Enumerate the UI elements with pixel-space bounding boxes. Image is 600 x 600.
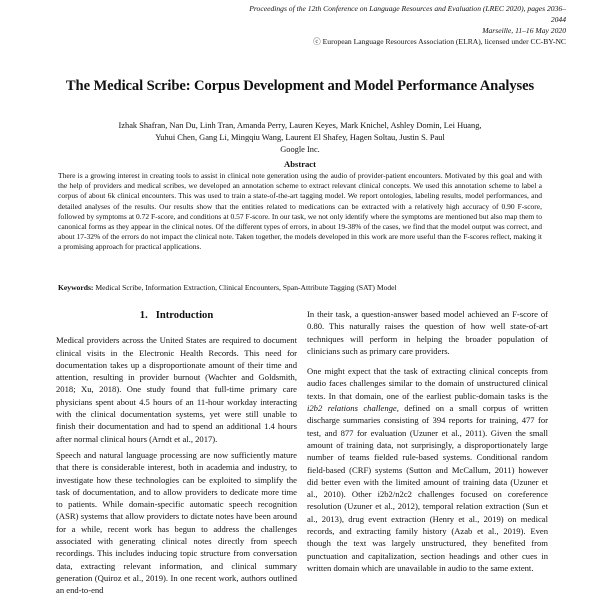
proceedings-header <box>236 3 566 47</box>
license-line: ⓒ European Language Resources Association (ELRA), licensed under CC-BY-NC <box>313 37 566 46</box>
right-paragraph-2 <box>307 365 548 574</box>
authors-line-2: Yuhui Chen, Gang Li, Mingqiu Wang, Laurent El Shafey, Hagen Soltau, Justin S. Paul <box>155 133 445 142</box>
left-column <box>56 310 297 600</box>
intro-paragraph-1: Medical providers across the United States are required to document clinical visits in the Electronic Health Records. This need for documentation takes up a disproportionate amount of their time and attention, resulting in provider burnout (Wachter and Goldsmith, 2018; Xu, 2018). One study found that full-time primary care physicians spent about 4.5 hours of an 11-hour workday interacting with the clinical documentation systems, yet were still unable to finish their documentation and had to spend an additional 1.4 hours after normal clinical hours (Arndt et al., 2017). <box>56 335 297 444</box>
abstract-text: There is a growing interest in creating tools to assist in clinical note generation using the audio of provider-patient encounters. Motivated by this goal and with the help of providers and medical scribes, we developed an annotation scheme to extract relevant clinical concepts. We used this annotation scheme to label a corpus of about 6k clinical encounters. This was used to train a state-of-the-art tagging model. We report ontologies, labeling results, model performances, and detailed analyses of the results. Our results show that the entities related to medications can be extracted with a relatively high accuracy of 0.90 F-score, followed by symptoms at 0.72 F-score, and conditions at 0.57 F-score. In our task, we not only identify where the symptoms are mentioned but also map them to canonical forms as they appear in the clinical notes. Of the different types of errors, in about 19-38% of the cases, we find that the model output was correct, and about 17-32% of the errors do not impact the clinical note. Taken together, the models developed in this work are more useful than the F-scores reflect, making it a promising approach for practical applications. <box>58 171 542 252</box>
authors-line-1: Izhak Shafran, Nan Du, Linh Tran, Amanda Perry, Lauren Keyes, Mark Knichel, Ashley Domin, Lei Huang, <box>118 121 482 130</box>
venue-line: Marseille, 11–16 May 2020 <box>482 26 566 35</box>
proceedings-line: Proceedings of the 12th Conference on Language Resources and Evaluation (LREC 2020), pages 2036–2044 <box>249 4 566 24</box>
keywords-line <box>58 283 542 293</box>
keywords-label: Keywords: <box>58 283 94 292</box>
right-paragraph-2-rest: , defined on a small corpus of written discharge summaries consisting of 394 reports for training, 477 for test, and 877 for evaluation (Uzuner et al., 2011). Given the small amount of training data, not surprisingly, a disproportionately large number of teams fielded rule-based systems. Conditional random field-based (CRF) systems (Sutton and McCallum, 2011) however did better even with the limited amount of training data (Uzuner et al., 2010). Other i2b2/n2c2 challenges focused on coreference resolution (Uzuner et al., 2012), temporal relation extraction (Sun et al., 2013), drug event extraction (Henry et al., 2019) on medical records, and extracting family history (Azab et al., 2019). Even though the text was largely unstructured, they benefited from punctuation and capitalization, section headings and other cues in written domain which are unavailable in audio to the same extent. <box>307 403 548 573</box>
right-column <box>307 308 548 578</box>
paper-title: The Medical Scribe: Corpus Development and Model Performance Analyses <box>65 78 535 94</box>
intro-paragraph-2: Speech and natural language processing are now sufficiently mature that there is considerable interest, both in academia and industry, to investigate how these technologies can be exploited to simplify the task of documentation, and to allow providers to dedicate more time to patients. While domain-specific automatic speech recognition (ASR) systems that allow providers to dictate notes have been around for a while, recent work has begun to address the challenges associated with generating clinical notes directly from speech recordings. This includes inducing topic structure from conversation data, extracting relevant information, and clinical summary generation (Quiroz et al., 2019). In one recent work, authors outlined an end-to-end <box>56 449 297 596</box>
section-heading-introduction <box>56 310 297 322</box>
author-block <box>60 120 540 156</box>
section-title: Introduction <box>155 310 214 321</box>
section-number: 1. <box>139 310 148 321</box>
keywords-text: Medical Scribe, Information Extraction, Clinical Encounters, Span-Attribute Tagging (SAT) Model <box>95 283 397 292</box>
i2b2-challenge-name: i2b2 relations challenge <box>307 403 397 414</box>
right-paragraph-1: In their task, a question-answer based model achieved an F-score of 0.80. This naturally raises the question of how well state-of-art techniques will perform in helping the broader population of clinicians such as primary care providers. <box>307 309 548 356</box>
abstract-heading: Abstract <box>284 159 316 169</box>
right-paragraph-2-start: One might expect that the task of extracting clinical concepts from audio faces challenges similar to the domain of unstructured clinical texts. In that domain, one of the earliest public-domain tasks is the <box>307 366 548 401</box>
affiliation: Google Inc. <box>280 145 320 154</box>
